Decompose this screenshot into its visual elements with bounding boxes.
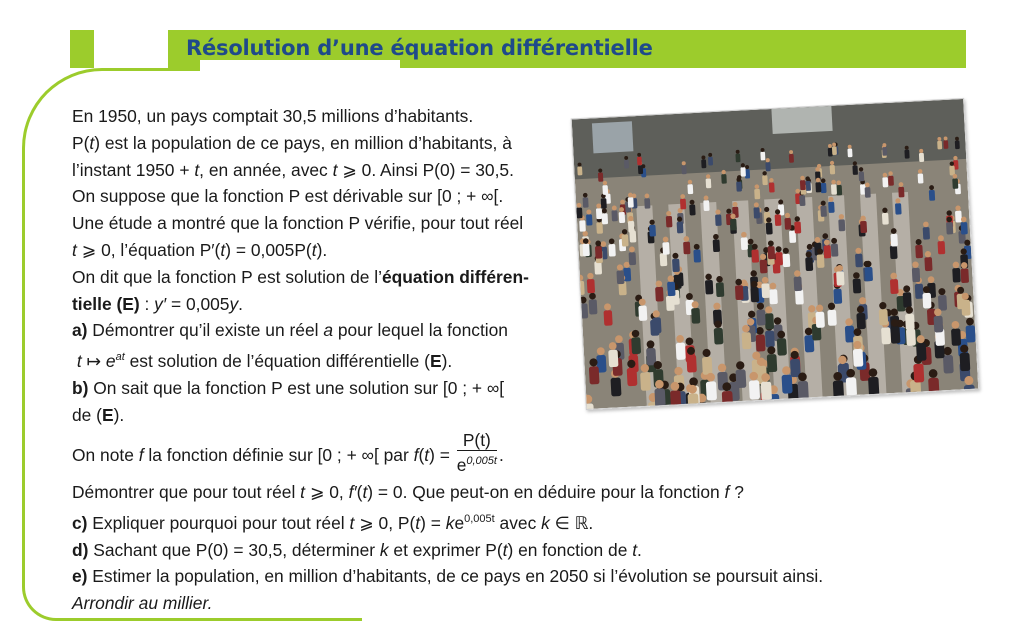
text-line: P(t) est la population de ce pays, en million d’habitants, à	[72, 132, 512, 153]
question-b-task: Démontrer que pour tout réel t ⩾ 0, f′(t) = 0. Que peut-on en déduire pour la fonction f ?	[72, 482, 744, 503]
text-line: tielle (E) : y′ = 0,005y.	[72, 293, 244, 314]
question-c: c) Expliquer pourquoi pour tout réel t ⩾ 0, $P(t) = ke^{0,005t}$ avec k ∈ ℝ.	[72, 512, 594, 533]
rounding-note: Arrondir au millier.	[72, 593, 213, 614]
text-line: t ⩾ 0, l’équation P′(t) = 0,005P(t).	[72, 239, 328, 260]
text-line: Une étude a montré que la fonction P vérifie, pour tout réel	[72, 213, 524, 234]
question-b-cont: de (E).	[72, 404, 125, 425]
question-a-cont: t ↦ $e^{at}$ est solution de l’équation différentielle (E).	[76, 350, 453, 371]
question-e: e) Estimer la population, en million d’habitants, de ce pays en 2050 si l’évolution se poursuit ainsi.	[72, 566, 824, 587]
question-a: a) Démontrer qu’il existe un réel a pour lequel la fonction	[72, 320, 508, 341]
question-b: b) On sait que la fonction P est une solution sur [0 ; + ∞[	[72, 377, 505, 398]
text-line: On suppose que la fonction P est dérivable sur [0 ; + ∞[.	[72, 186, 504, 207]
function-definition: On note f la fonction définie sur [0 ; + ∞[ par f(t) = $\frac{P(t)}{e^{0,005t}}$ .	[72, 430, 504, 476]
question-d: d) Sachant que P(0) = 30,5, déterminer k et exprimer P(t) en fonction de t.	[72, 539, 642, 560]
text-line: En 1950, un pays comptait 30,5 millions d’habitants.	[72, 106, 474, 126]
text-line: l’instant 1950 + t, en année, avec t ⩾ 0. Ainsi P(0) = 30,5.	[72, 159, 514, 180]
header-tab	[70, 30, 94, 68]
exercise-text	[72, 103, 952, 617]
page-title: Résolution d’une équation différentielle	[186, 36, 653, 60]
text-line: On dit que la fonction P est solution de l’équation différen-	[72, 266, 529, 287]
fraction: $\frac{P(t)}{e^{0,005t}}$	[456, 430, 497, 476]
